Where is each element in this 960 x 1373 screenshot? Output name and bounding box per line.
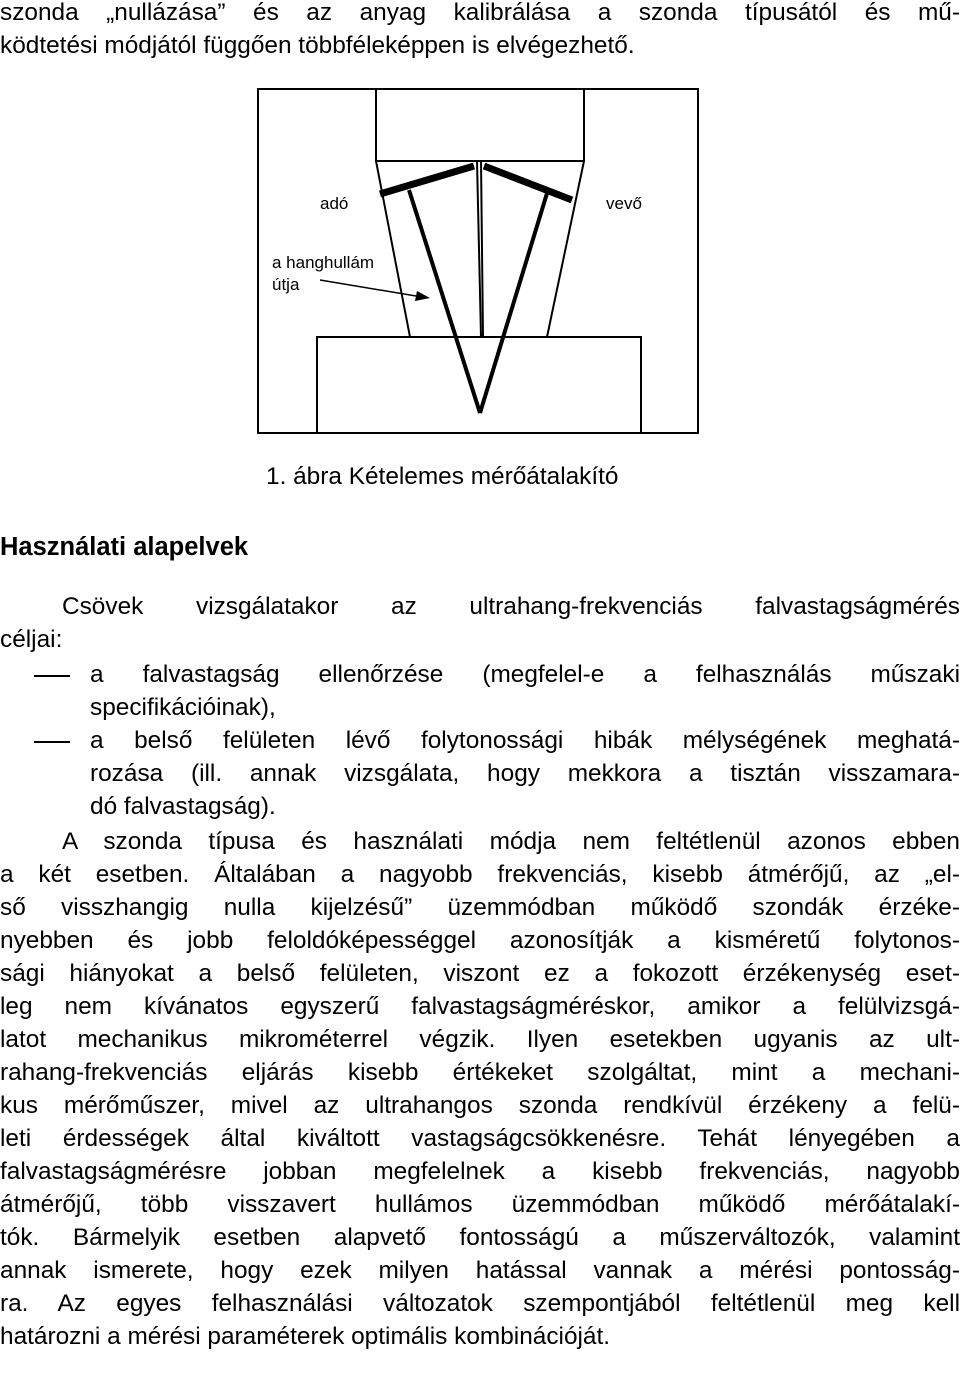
text-line: kus mérőműszer, mivel az ultrahangos szonda rendkívül érzékeny a felü- <box>0 1092 960 1119</box>
list-item-line: specifikációinak), <box>90 694 276 721</box>
text-line: átmérőjű, több visszavert hullámos üzemmódban működő mérőátalakí- <box>0 1191 960 1218</box>
text-line: ködtetési módjától függően többféleképpen is elvégezhető. <box>0 32 635 59</box>
text-line: falvastagságmérésre jobban megfelelnek a kisebb frekvenciás, nagyobb <box>0 1158 960 1185</box>
list-bullet-dash <box>34 675 70 677</box>
text-line: rahang-frekvenciás eljárás kisebb értékeket szolgáltat, mint a mechani- <box>0 1059 960 1086</box>
text-line: nyebben és jobb feloldóképességgel azonosítják a kisméretű folytonos- <box>0 927 960 954</box>
text-line: tók. Bármelyik esetben alapvető fontosságú a műszerváltozók, valamint <box>0 1224 960 1251</box>
text-line: a két esetben. Általában a nagyobb frekvenciás, kisebb átmérőjű, az „el- <box>0 861 960 888</box>
text-line: határozni a mérési paraméterek optimális kombinációját. <box>0 1323 611 1350</box>
text-line: annak ismerete, hogy ezek milyen hatással vannak a mérési pontosság- <box>0 1257 960 1284</box>
transducer-figure <box>0 0 960 460</box>
list-item-line: a falvastagság ellenőrzése (megfelel-e a felhasználás műszaki <box>90 661 960 688</box>
text-line: szonda „nullázása” és az anyag kalibrálása a szonda típusától és mű- <box>0 0 960 26</box>
transmitter-label: adó <box>320 194 349 213</box>
text-line: leti érdességek által kiváltott vastagságcsökkenésre. Tehát lényegében a <box>0 1125 960 1152</box>
sound-path-label: útja <box>272 275 300 294</box>
text-line: ra. Az egyes felhasználási változatok szempontjából feltétlenül meg kell <box>0 1290 960 1317</box>
receiver-label: vevő <box>606 194 642 213</box>
sound-path-label: a hanghullám <box>272 253 375 272</box>
list-item-line: rozása (ill. annak vizsgálata, hogy mekkora a tisztán visszamara- <box>90 760 960 787</box>
list-item-line: dó falvastagság). <box>90 793 276 820</box>
text-line: sági hiányokat a belső felületen, viszont ez a fokozott érzékenység eset- <box>0 960 960 987</box>
figure-caption: 1. ábra Kételemes mérőátalakító <box>266 463 619 490</box>
text-line: A szonda típusa és használati módja nem feltétlenül azonos ebben <box>62 828 960 855</box>
text-line: latot mechanikus mikrométerrel végzik. Ilyen esetekben ugyanis az ult- <box>0 1026 960 1053</box>
probe-housing <box>376 89 584 161</box>
text-line: céljai: <box>0 626 63 653</box>
list-item-line: a belső felületen lévő folytonossági hibák mélységének meghatá- <box>90 727 960 754</box>
text-line: Csövek vizsgálatakor az ultrahang-frekvenciás falvastagságmérés <box>62 593 960 620</box>
section-heading: Használati alapelvek <box>0 533 249 561</box>
text-line: leg nem kívánatos egyszerű falvastagságméréskor, amikor a felülvizsgá- <box>0 993 960 1020</box>
test-piece <box>317 337 641 433</box>
list-bullet-dash <box>34 741 70 743</box>
text-line: ső visszhangig nulla kijelzésű” üzemmódban működő szondák érzéke- <box>0 894 960 921</box>
